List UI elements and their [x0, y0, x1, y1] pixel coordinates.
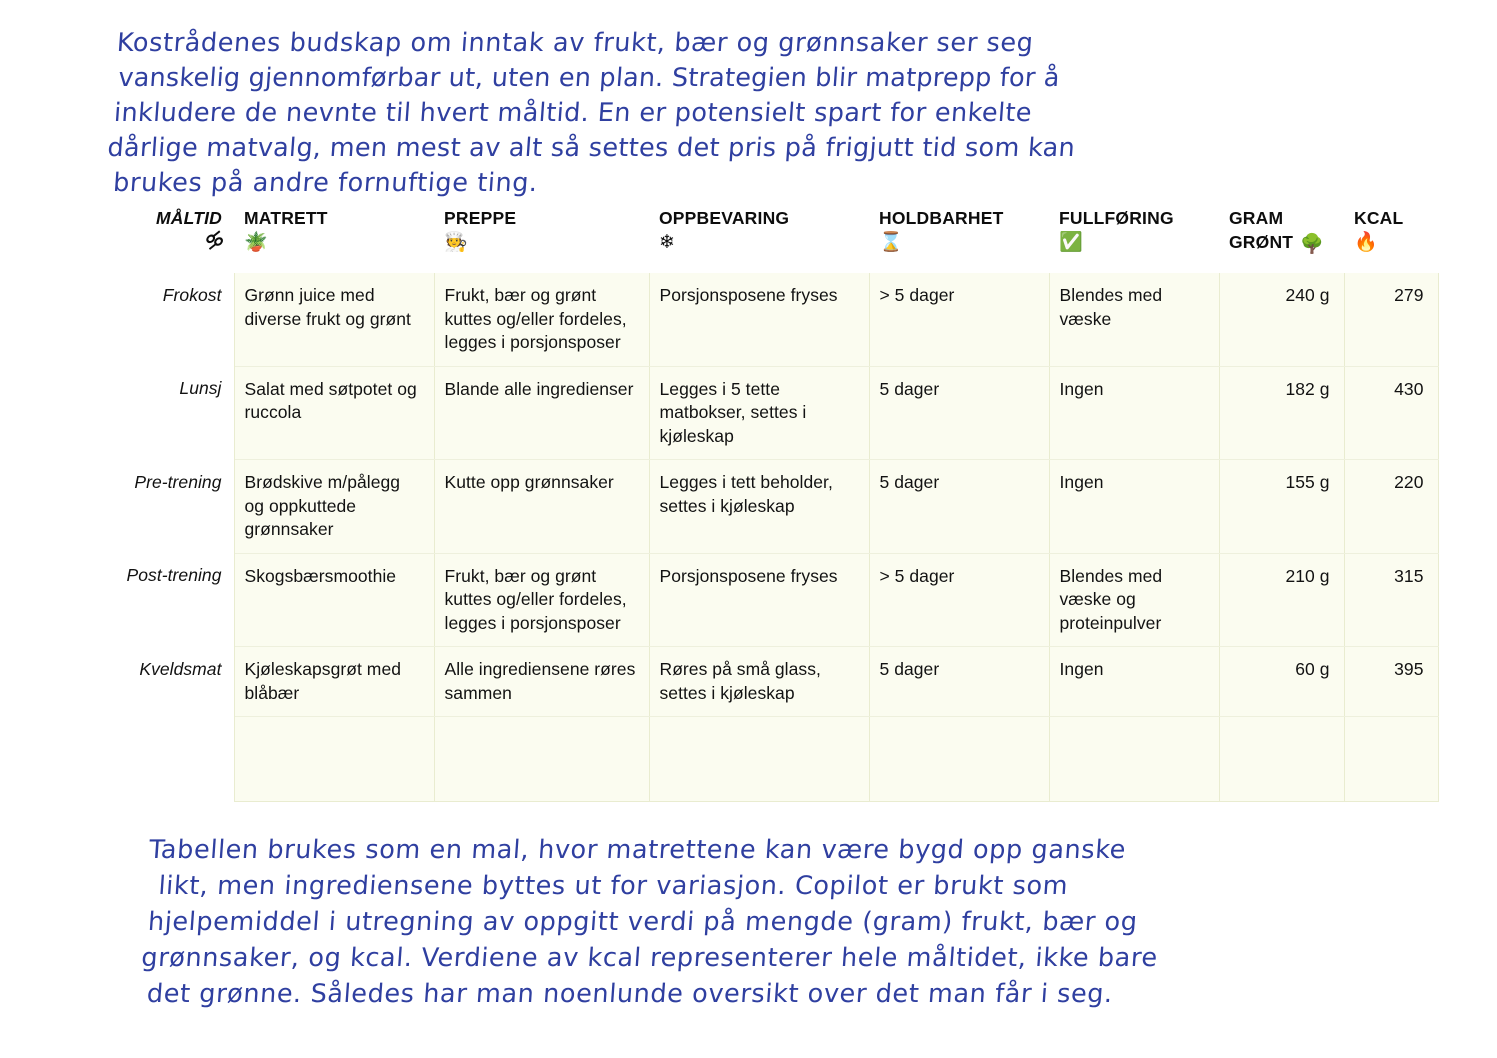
check-box-icon: ✅	[1059, 231, 1083, 253]
cell-holdbarhet: > 5 dager	[869, 553, 1049, 647]
cell-preppe	[434, 717, 649, 802]
cell-oppbevaring	[649, 717, 869, 802]
cell-gram-gront: 240 g	[1219, 273, 1344, 366]
column-header-gront-line	[1229, 229, 1344, 257]
cell-matrett: Salat med søtpotet og ruccola	[234, 366, 434, 460]
cell-maltid: Kveldsmat	[84, 647, 234, 717]
column-header-oppbevaring	[649, 208, 869, 273]
cell-holdbarhet: 5 dager	[869, 460, 1049, 554]
cell-preppe: Frukt, bær og grønt kuttes og/eller fordeles, legges i porsjonsposer	[434, 553, 649, 647]
column-header-preppe-label: PREPPE	[444, 208, 517, 228]
cook-icon: 🧑‍🍳	[444, 231, 468, 253]
column-header-matrett	[234, 208, 434, 273]
table-empty-row	[84, 717, 1438, 802]
cell-kcal	[1344, 717, 1438, 802]
table-body	[84, 273, 1438, 802]
intro-line: Kostrådenes budskap om inntak av frukt, bær og grønnsaker ser seg	[115, 28, 1035, 58]
cell-kcal: 430	[1344, 366, 1438, 460]
cell-maltid: Post-trening	[84, 553, 234, 647]
potted-plant-icon: 🪴	[244, 231, 268, 253]
cell-maltid: Frokost	[84, 273, 234, 366]
intro-line: vanskelig gjennomførbar ut, uten en plan. Strategien blir matprepp for å	[117, 63, 1061, 93]
plate-icon: 🝰	[203, 231, 222, 253]
cell-fullforing	[1049, 717, 1219, 802]
column-header-kcal-label: KCAL	[1354, 208, 1404, 228]
intro-handwritten-paragraph	[106, 26, 1084, 201]
cell-oppbevaring: Legges i tett beholder, settes i kjøleskap	[649, 460, 869, 554]
cell-gram-gront: 155 g	[1219, 460, 1344, 554]
cell-preppe: Blande alle ingredienser	[434, 366, 649, 460]
cell-holdbarhet	[869, 717, 1049, 802]
cell-gram-gront: 210 g	[1219, 553, 1344, 647]
cell-preppe: Frukt, bær og grønt kuttes og/eller fordeles, legges i porsjonsposer	[434, 273, 649, 366]
hourglass-icon: ⌛	[879, 231, 903, 253]
cell-oppbevaring: Porsjonsposene fryses	[649, 273, 869, 366]
cell-oppbevaring: Legges i 5 tette matbokser, settes i kjøleskap	[649, 366, 869, 460]
cell-maltid	[84, 717, 234, 802]
column-header-matrett-label: MATRETT	[244, 208, 328, 228]
table-row	[84, 366, 1438, 460]
cell-fullforing: Ingen	[1049, 647, 1219, 717]
cell-oppbevaring: Porsjonsposene fryses	[649, 553, 869, 647]
cell-gram-gront: 182 g	[1219, 366, 1344, 460]
cell-fullforing: Blendes med væske	[1049, 273, 1219, 366]
table-row	[84, 647, 1438, 717]
column-header-kcal	[1344, 208, 1438, 273]
column-header-preppe	[434, 208, 649, 273]
cell-oppbevaring: Røres på små glass, settes i kjøleskap	[649, 647, 869, 717]
cell-matrett: Brødskive m/pålegg og oppkuttede grønnsaker	[234, 460, 434, 554]
closing-line: grønnsaker, og kcal. Verdiene av kcal representerer hele måltidet, ikke bare	[140, 943, 1159, 973]
column-header-oppbevaring-label: OPPBEVARING	[659, 208, 790, 228]
column-header-holdbarhet	[869, 208, 1049, 273]
intro-line: brukes på andre fornuftige ting.	[112, 168, 539, 198]
cell-matrett: Kjøleskapsgrøt med blåbær	[234, 647, 434, 717]
intro-line: inkludere de nevnte til hvert måltid. En er potensielt spart for enkelte	[112, 98, 1034, 128]
cell-preppe: Kutte opp grønnsaker	[434, 460, 649, 554]
closing-handwritten-paragraph	[138, 832, 1167, 1012]
column-header-maltid-label: MÅLTID	[156, 208, 222, 228]
table-row	[84, 460, 1438, 554]
column-header-fullforing-label: FULLFØRING	[1059, 208, 1174, 228]
cell-matrett: Grønn juice med diverse frukt og grønt	[234, 273, 434, 366]
intro-line: dårlige matvalg, men mest av alt så settes det pris på frigjutt tid som kan	[106, 133, 1077, 163]
closing-line: likt, men ingrediensene byttes ut for variasjon. Copilot er brukt som	[157, 871, 1070, 901]
column-header-gront-label: GRØNT	[1229, 232, 1294, 252]
closing-line: det grønne. Således har man noenlunde oversikt over det man får i seg.	[145, 979, 1114, 1009]
cell-gram-gront	[1219, 717, 1344, 802]
cell-holdbarhet: 5 dager	[869, 366, 1049, 460]
meal-prep-table	[84, 208, 1439, 802]
column-header-fullforing	[1049, 208, 1219, 273]
tree-icon: 🌳	[1300, 233, 1325, 255]
cell-kcal: 315	[1344, 553, 1438, 647]
cell-maltid: Pre-trening	[84, 460, 234, 554]
table-header	[84, 208, 1438, 273]
cell-holdbarhet: 5 dager	[869, 647, 1049, 717]
column-header-holdbarhet-label: HOLDBARHET	[879, 208, 1004, 228]
cell-fullforing: Ingen	[1049, 460, 1219, 554]
cell-matrett: Skogsbærsmoothie	[234, 553, 434, 647]
snowflake-icon: ❄	[659, 231, 676, 253]
cell-fullforing: Ingen	[1049, 366, 1219, 460]
cell-holdbarhet: > 5 dager	[869, 273, 1049, 366]
cell-kcal: 395	[1344, 647, 1438, 717]
cell-gram-gront: 60 g	[1219, 647, 1344, 717]
meal-prep-table-container	[84, 208, 1438, 802]
closing-line: Tabellen brukes som en mal, hvor matrettene kan være bygd opp ganske	[147, 835, 1128, 865]
cell-fullforing: Blendes med væske og proteinpulver	[1049, 553, 1219, 647]
table-row	[84, 273, 1438, 366]
table-row	[84, 553, 1438, 647]
cell-kcal: 220	[1344, 460, 1438, 554]
cell-matrett	[234, 717, 434, 802]
column-header-gram-gront	[1219, 208, 1344, 273]
table-header-row	[84, 208, 1438, 273]
column-header-maltid	[84, 208, 234, 273]
column-header-gram-label: GRAM	[1229, 208, 1284, 228]
cell-maltid: Lunsj	[84, 366, 234, 460]
fire-icon: 🔥	[1354, 231, 1378, 253]
cell-kcal: 279	[1344, 273, 1438, 366]
closing-line: hjelpemiddel i utregning av oppgitt verdi på mengde (gram) frukt, bær og	[146, 907, 1139, 937]
cell-preppe: Alle ingrediensene røres sammen	[434, 647, 649, 717]
